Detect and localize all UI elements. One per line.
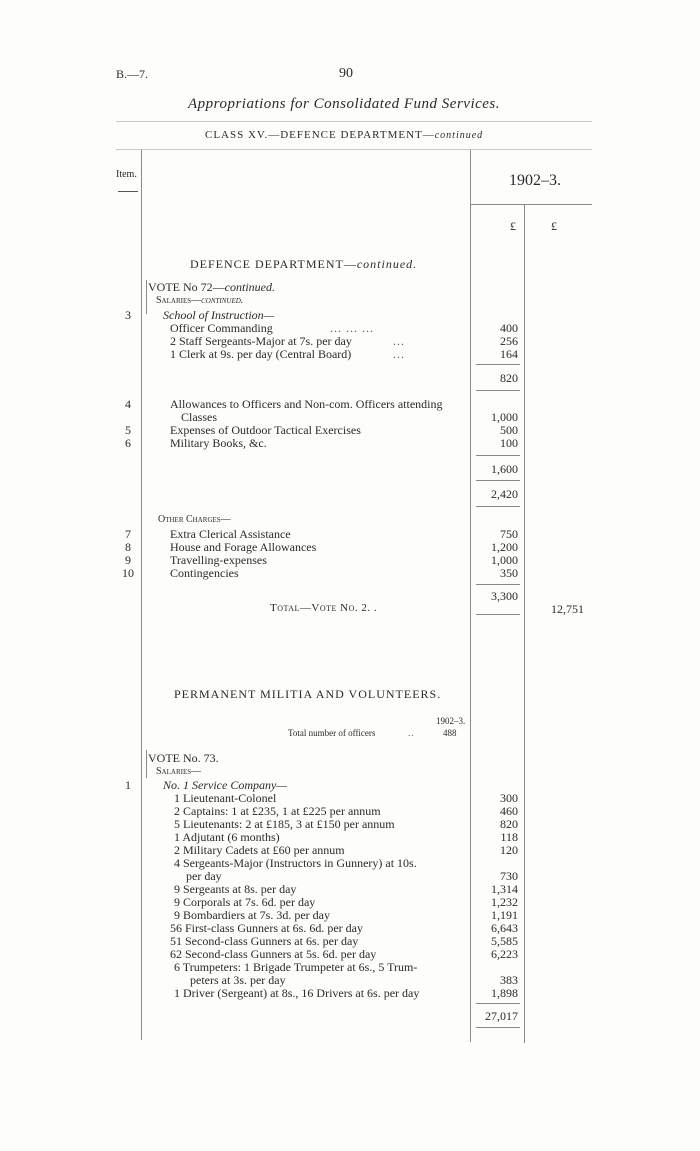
line-item-text-continued: peters at 3s. per day [190, 973, 286, 987]
subtotal-rule [476, 1027, 520, 1028]
line-item-amount: 118 [500, 830, 518, 844]
line-item-text: 1 Driver (Sergeant) at 8s., 16 Drivers at 6s. per day [174, 986, 420, 1000]
line-item-amount: 300 [500, 791, 518, 805]
subtotal-rule [476, 455, 520, 456]
line-item-amount: 6,223 [491, 947, 518, 961]
leader-dots: ... ... ... [330, 321, 374, 335]
line-item-text: 2 Staff Sergeants-Major at 7s. per day [170, 334, 352, 348]
line-item-amount: 750 [500, 527, 518, 541]
line-item-amount: 460 [500, 804, 518, 818]
vote-total-amount: 12,751 [551, 602, 584, 616]
line-item-amount: 5,585 [491, 934, 518, 948]
other-charges-heading: Other Charges— [158, 514, 231, 525]
page-number: 90 [339, 66, 353, 81]
line-item-text: Travelling-expenses [170, 553, 267, 567]
line-item-amount: 383 [500, 973, 518, 987]
vote-total-label: Total—Vote No. 2. . [270, 602, 378, 614]
item-number: 3 [125, 308, 131, 322]
vote72-heading [148, 281, 275, 293]
subtotal-amount: 27,017 [485, 1009, 518, 1023]
title-rule [116, 121, 592, 122]
item-column-label: Item. [116, 169, 137, 180]
line-item-amount: 100 [500, 436, 518, 450]
line-item-text-continued: Classes [181, 410, 217, 424]
class-continued: continued [434, 130, 484, 141]
salaries-heading: Salaries— [156, 766, 202, 777]
defence-heading-text: DEFENCE DEPARTMENT— [190, 257, 357, 271]
year-rule [470, 204, 592, 205]
salaries-text: Salaries— [156, 295, 202, 306]
line-item-amount: 6,643 [491, 921, 518, 935]
line-item-text: 56 First-class Gunners at 6s. 6d. per day [170, 921, 363, 935]
leader-dots: ... [393, 334, 405, 348]
line-item-amount: 400 [500, 321, 518, 335]
line-item-text: 1 Lieutenant-Colonel [174, 791, 277, 805]
leader-dots: ... [393, 347, 405, 361]
salaries-continued: continued. [201, 295, 244, 306]
item-column-rule [141, 150, 142, 1040]
subtotal-amount: 3,300 [491, 589, 518, 603]
line-item-text: Officer Commanding [170, 321, 273, 335]
leader-dots: .. [408, 728, 415, 738]
vote73-heading: VOTE No. 73. [148, 751, 219, 765]
subtotal-amount: 820 [500, 371, 518, 385]
officers-value: 488 [443, 728, 457, 738]
vote73-rule [146, 750, 147, 778]
line-item-amount: 730 [500, 869, 518, 883]
line-item-text: 51 Second-class Gunners at 6s. per day [170, 934, 359, 948]
line-item-text-continued: per day [186, 869, 222, 883]
item-number: 10 [122, 566, 134, 580]
line-item-amount: 1,200 [491, 540, 518, 554]
amount-column-mid-rule [524, 205, 525, 1043]
subtotal-rule [476, 364, 520, 365]
line-item-amount: 1,314 [491, 882, 518, 896]
vote72-continued: continued. [224, 280, 275, 294]
line-item-amount: 1,000 [491, 553, 518, 567]
subtotal-amount: 1,600 [491, 462, 518, 476]
line-item-text: Contingencies [170, 566, 239, 580]
line-item-text: Expenses of Outdoor Tactical Exercises [170, 423, 361, 437]
item-number: 1 [125, 778, 131, 792]
line-item-amount: 1,191 [491, 908, 518, 922]
page-title: Appropriations for Consolidated Fund Services. [188, 96, 501, 112]
pound-symbol-column2: £ [551, 219, 557, 233]
line-item-text: 2 Captains: 1 at £235, 1 at £225 per annum [174, 804, 381, 818]
line-item-text: 4 Sergeants-Major (Instructors in Gunnery) at 10s. [174, 856, 417, 870]
subtotal-rule [476, 584, 520, 585]
item-label-underline [118, 191, 138, 192]
line-item-amount: 820 [500, 817, 518, 831]
line-item-text: 6 Trumpeters: 1 Brigade Trumpeter at 6s., 5 Trum- [174, 960, 418, 974]
line-item-text: 2 Military Cadets at £60 per annum [174, 843, 345, 857]
amount-column-left-rule [470, 150, 471, 1042]
line-item-text: Allowances to Officers and Non-com. Officers attending [170, 397, 443, 411]
line-item-amount: 1,232 [491, 895, 518, 909]
item-number: 4 [125, 397, 131, 411]
item-number: 5 [125, 423, 131, 437]
line-item-text: 9 Corporals at 7s. 6d. per day [174, 895, 316, 909]
subtotal-rule [476, 480, 520, 481]
line-item-text: 9 Sergeants at 8s. per day [174, 882, 297, 896]
line-item-text: 1 Clerk at 9s. per day (Central Board) [170, 347, 352, 361]
officers-label: Total number of officers [288, 728, 376, 738]
line-item-text: Extra Clerical Assistance [170, 527, 291, 541]
line-item-amount: 1,898 [491, 986, 518, 1000]
school-heading: School of Instruction— [163, 308, 275, 322]
defence-heading [190, 258, 417, 270]
line-item-text: 1 Adjutant (6 months) [174, 830, 280, 844]
vote72-text: VOTE No 72— [148, 280, 225, 294]
line-item-text: Military Books, &c. [170, 436, 267, 450]
item-number: 9 [125, 553, 131, 567]
subtotal-rule [476, 390, 520, 391]
defence-heading-continued: continued. [356, 257, 418, 271]
subtotal-amount: 2,420 [491, 487, 518, 501]
line-item-amount: 1,000 [491, 410, 518, 424]
document-reference: B.—7. [116, 67, 149, 81]
officers-year: 1902–3. [436, 716, 466, 726]
line-item-amount: 350 [500, 566, 518, 580]
item-number: 7 [125, 527, 131, 541]
line-item-text: 9 Bombardiers at 7s. 3d. per day [174, 908, 330, 922]
vote72-rule [146, 280, 147, 314]
year-heading: 1902–3. [509, 172, 561, 189]
pound-symbol-column1: £ [510, 219, 516, 233]
line-item-text: 5 Lieutenants: 2 at £185, 3 at £150 per annum [174, 817, 395, 831]
line-item-amount: 164 [500, 347, 518, 361]
class-title: CLASS XV.—DEFENCE DEPARTMENT— [205, 129, 435, 141]
line-item-text: House and Forage Allowances [170, 540, 317, 554]
line-item-amount: 256 [500, 334, 518, 348]
line-item-amount: 500 [500, 423, 518, 437]
subtotal-rule [476, 1003, 520, 1004]
line-item-text: 62 Second-class Gunners at 5s. 6d. per day [170, 947, 377, 961]
line-item-amount: 120 [500, 843, 518, 857]
subtotal-rule [476, 506, 520, 507]
subtotal-rule [476, 614, 520, 615]
salaries-heading [156, 296, 243, 306]
class-rule [116, 149, 592, 150]
item-number: 6 [125, 436, 131, 450]
class-heading [205, 130, 483, 141]
item-number: 8 [125, 540, 131, 554]
company-heading: No. 1 Service Company— [163, 778, 287, 792]
militia-heading: PERMANENT MILITIA AND VOLUNTEERS. [174, 687, 442, 701]
